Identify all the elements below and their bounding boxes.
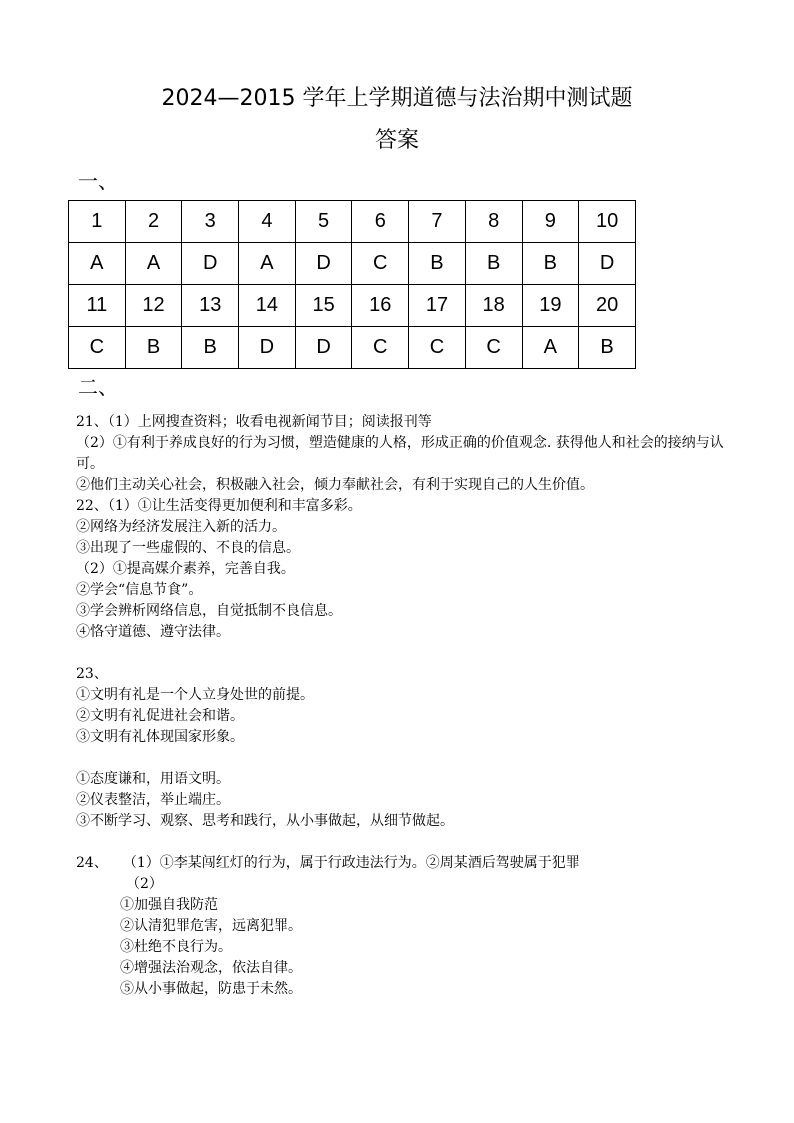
question-number-cell: 16 xyxy=(352,285,409,327)
question-number-cell: 10 xyxy=(579,201,636,243)
q24-number: 24、 xyxy=(76,855,108,871)
answer-cell: A xyxy=(239,243,296,285)
question-number-cell: 15 xyxy=(295,285,352,327)
page-title: 2024—2015 学年上学期道德与法治期中测试题 xyxy=(161,86,633,111)
short-answer-content xyxy=(76,412,736,1000)
q23-line: ②文明有礼促进社会和谐。 xyxy=(76,708,244,724)
question-number-cell: 20 xyxy=(579,285,636,327)
answer-cell: C xyxy=(69,327,126,369)
question-number-cell: 14 xyxy=(239,285,296,327)
answer-cell: A xyxy=(522,327,579,369)
question-number-cell: 5 xyxy=(295,201,352,243)
answer-cell: A xyxy=(125,243,182,285)
spacer xyxy=(76,832,736,853)
q23-line: ③文明有礼体现国家形象。 xyxy=(76,729,244,745)
q22-line: ③学会辨析网络信息，自觉抵制不良信息。 xyxy=(76,603,342,619)
answer-cell: B xyxy=(522,243,579,285)
question-number-cell: 2 xyxy=(125,201,182,243)
question-number-cell: 9 xyxy=(522,201,579,243)
question-number-cell: 7 xyxy=(409,201,466,243)
q22-line: （2）①提高媒介素养，完善自我。 xyxy=(76,561,295,577)
table-row xyxy=(69,201,636,243)
answer-cell: C xyxy=(352,327,409,369)
answer-cell: D xyxy=(295,243,352,285)
q23-line: ③不断学习、观察、思考和践行，从小事做起，从细节做起。 xyxy=(76,813,454,829)
answer-table xyxy=(68,200,636,369)
answer-cell: B xyxy=(182,327,239,369)
question-number-cell: 1 xyxy=(69,201,126,243)
q22-line: ②网络为经济发展注入新的活力。 xyxy=(76,519,286,535)
q22-line: ③出现了一些虚假的、不良的信息。 xyxy=(76,540,300,556)
answer-cell: B xyxy=(125,327,182,369)
question-number-cell: 17 xyxy=(409,285,466,327)
q23-line: 23、 xyxy=(76,666,108,682)
q24-part1: （1）①李某闯红灯的行为，属于行政违法行为。②周某酒后驾驶属于犯罪 xyxy=(129,855,580,871)
answer-cell: B xyxy=(465,243,522,285)
q22-line: ④恪守道德、遵守法律。 xyxy=(76,624,230,640)
answer-cell: B xyxy=(409,243,466,285)
answer-cell: D xyxy=(295,327,352,369)
q22-line: ②学会“信息节食”。 xyxy=(76,582,203,598)
section-two-heading: 二、 xyxy=(78,375,118,399)
question-number-cell: 8 xyxy=(465,201,522,243)
q21-line: ②他们主动关心社会，积极融入社会，倾力奉献社会，有利于实现自己的人生价值。 xyxy=(76,477,594,493)
q24-line: ③杜绝不良行为。 xyxy=(120,939,232,955)
section-one-heading: 一、 xyxy=(78,169,118,193)
q24-line: ①加强自我防范 xyxy=(120,897,218,913)
q21-line: 21、（1）上网搜查资料；收看电视新闻节目；阅读报刊等 xyxy=(76,414,432,430)
q23-line: ①文明有礼是一个人立身处世的前提。 xyxy=(76,687,314,703)
question-number-cell: 12 xyxy=(125,285,182,327)
page-subtitle: 答案 xyxy=(374,128,419,153)
q22-line: 22、（1）①让生活变得更加便利和丰富多彩。 xyxy=(76,498,362,514)
answer-cell: C xyxy=(409,327,466,369)
table-row xyxy=(69,243,636,285)
answer-cell: D xyxy=(182,243,239,285)
table-row xyxy=(69,285,636,327)
spacer xyxy=(76,643,736,664)
question-number-cell: 6 xyxy=(352,201,409,243)
q24-line: ⑤从小事做起，防患于未然。 xyxy=(120,981,302,997)
question-number-cell: 18 xyxy=(465,285,522,327)
question-number-cell: 4 xyxy=(239,201,296,243)
question-number-cell: 3 xyxy=(182,201,239,243)
q24-line: （2） xyxy=(126,876,163,892)
q23-line: ①态度谦和，用语文明。 xyxy=(76,771,230,787)
q24-line: ②认清犯罪危害，远离犯罪。 xyxy=(120,918,302,934)
q24-line: ④增强法治观念，依法自律。 xyxy=(120,960,302,976)
table-row xyxy=(69,327,636,369)
answer-cell: D xyxy=(239,327,296,369)
q23-line: ②仪表整洁，举止端庄。 xyxy=(76,792,230,808)
answer-cell: C xyxy=(465,327,522,369)
q24-line xyxy=(76,853,736,874)
spacer xyxy=(76,748,736,769)
answer-cell: A xyxy=(69,243,126,285)
q21-line: （2）①有利于养成良好的行为习惯，塑造健康的人格，形成正确的价值观念. 获得他人和社会的接纳与认可。 xyxy=(76,435,724,472)
question-number-cell: 19 xyxy=(522,285,579,327)
question-number-cell: 11 xyxy=(69,285,126,327)
answer-cell: B xyxy=(579,327,636,369)
question-number-cell: 13 xyxy=(182,285,239,327)
answer-cell: D xyxy=(579,243,636,285)
answer-cell: C xyxy=(352,243,409,285)
